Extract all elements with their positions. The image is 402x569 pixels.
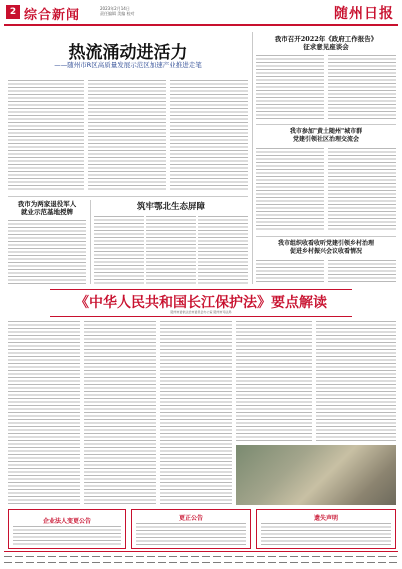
ad-lost-statement-heading: 遗失声明 xyxy=(313,515,338,522)
law-body-col3 xyxy=(160,321,232,505)
ad-correction-notice xyxy=(131,509,251,549)
ecology-article-title: 筑牢鄂北生态屏障 xyxy=(136,202,205,212)
lead-article-title: 热流涌动进活力 xyxy=(68,43,188,63)
footer-info-line-1 xyxy=(4,556,398,557)
page-footer xyxy=(4,551,398,566)
rural-article-body-col2 xyxy=(328,260,396,284)
meeting-article-body-col2 xyxy=(328,55,396,121)
ad-correction-notice-heading: 更正公告 xyxy=(178,515,203,522)
column-divider xyxy=(252,32,253,284)
masthead-logo: 随州日报 xyxy=(334,6,394,22)
community-article-body-col1 xyxy=(256,148,324,232)
law-body-col4 xyxy=(236,321,312,441)
meeting-article-body-col1 xyxy=(256,55,324,121)
divider xyxy=(8,196,248,197)
column-divider xyxy=(90,200,91,284)
law-section-title: 《中华人民共和国长江保护法》要点解读 xyxy=(75,295,327,311)
page-number: 2 xyxy=(6,5,20,19)
header-editors: 责任编辑 美编 校对 xyxy=(100,11,135,16)
section-name: 综合新闻 xyxy=(24,8,81,23)
divider xyxy=(256,124,396,125)
ad-legal-rep-change xyxy=(8,509,126,549)
lead-article-body-col3 xyxy=(170,80,248,192)
ad-lost-statement-body xyxy=(261,523,391,546)
ecology-article-body-col2 xyxy=(146,216,196,284)
lead-article-body-col1 xyxy=(8,80,84,192)
ad-legal-rep-change-body xyxy=(13,526,121,546)
community-article-body-col2 xyxy=(328,148,396,232)
veterans-article-body xyxy=(8,220,86,284)
header-date: 2023年2月14日 xyxy=(100,6,130,11)
header-rule xyxy=(4,24,398,26)
news-photo xyxy=(236,445,396,505)
community-article-title: 我市参加"黄土随州"城市群 党建引领社区治理交流会 xyxy=(289,128,363,143)
ad-lost-statement xyxy=(256,509,396,549)
lead-article-subtitle: ——随州市R区高质量发展示范区加速产业推进走笔 xyxy=(54,61,202,69)
law-body-col5 xyxy=(316,321,396,441)
page-header xyxy=(0,0,402,28)
law-section-rule-bottom xyxy=(50,316,352,317)
law-section-rule-top xyxy=(50,289,352,290)
meeting-article-title: 我市召开2022年《政府工作报告》 征求意见座谈会 xyxy=(274,35,378,51)
footer-info-line-2 xyxy=(4,562,398,563)
law-section-subtitle: 随州市委依法治市委员会办公室 随州市司法局 xyxy=(170,310,232,314)
ad-correction-notice-body xyxy=(136,523,246,546)
law-body-col1 xyxy=(8,321,80,505)
veterans-article-title: 我市为两家退役军人 就业示范基地授牌 xyxy=(17,200,77,216)
rural-article-title: 我市组织收看收听党建引领乡村治理 促进乡村振兴会议收看情况 xyxy=(277,240,374,255)
rural-article-body-col1 xyxy=(256,260,324,284)
header-meta xyxy=(100,6,135,16)
lead-article-body-col2 xyxy=(88,80,166,192)
ad-legal-rep-change-heading: 企业法人变更公告 xyxy=(42,518,91,525)
law-body-col2 xyxy=(84,321,156,505)
ecology-article-body-col1 xyxy=(94,216,144,284)
ecology-article-body-col3 xyxy=(198,216,248,284)
divider xyxy=(256,236,396,237)
